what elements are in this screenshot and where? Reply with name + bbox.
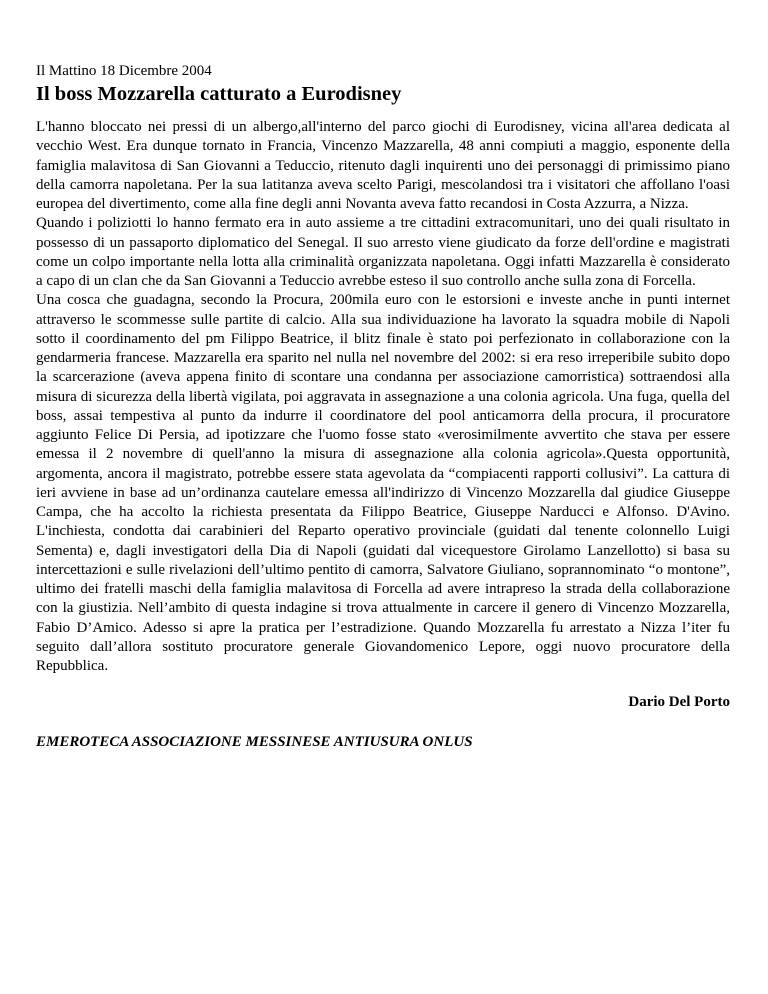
article-body bbox=[36, 118, 730, 676]
archive-footer: EMEROTECA ASSOCIAZIONE MESSINESE ANTIUSURA ONLUS bbox=[36, 734, 473, 751]
article-paragraph-3: Una cosca che guadagna, secondo la Procura, 200mila euro con le estorsioni e investe anche in punti internet attraverso le scommesse sulle partite di calcio. Alla sua individuazione ha lavorato la squadra mobile di Napoli sotto il coordinamento del pm Filippo Beatrice, il blitz finale è stato poi perfezionato in collaborazione con la gendarmeria francese. Mazzarella era sparito nel nulla nel novembre del 2002: si era reso irreperibile subito dopo la scarcerazione (aveva appena finito di scontare una condanna per associazione camorristica) sottraendosi alla misura di sicurezza della libertà vigilata, poi aggravata in assegnazione a una colonia agricola. Una fuga, quella del boss, assai tempestiva al punto da indurre il coordinatore del pool anticamorra della procura, il procuratore aggiunto Felice Di Persia, ad ipotizzare che l'uomo fosse stato «verosimilmente avvertito che stava per essere emessa il 2 novembre di quell'anno la misura di assegnazione alla colonia agricola».Questa opportunità, argomenta, ancora il magistrato, potrebbe essere stata agevolata da “compiacenti rapporti collusivi”. La cattura di ieri avviene in base ad un’ordinanza cautelare emessa all'indirizzo di Vincenzo Mozzarella dal giudice Giuseppe Campa, che ha accolto la richiesta presentata da Filippo Beatrice, Giuseppe Narducci e Alfonso. D'Avino. L'inchiesta, condotta dai carabinieri del Reparto operativo provinciale (guidati dal tenente colonnello Luigi Sementa) e, dagli investigatori della Dia di Napoli (guidati dal vicequestore Girolamo Lanzellotto) si basa su intercettazioni e sulle rivelazioni dell’ultimo pentito di camorra, Salvatore Giuliano, soprannominato “o montone”, ultimo dei fratelli maschi della famiglia malavitosa di Forcella ad avere intrapreso la strada della collaborazione con la giustizia. Nell’ambito di questa indagine si trova attualmente in carcere il genero di Vincenzo Mozzarella, Fabio D’Amico. Adesso si apre la pratica per l’estradizione. Quando Mozzarella fu arrestato a Nizza l’iter fu seguito dall’allora sostituto procuratore generale Giovandomenico Lepore, oggi nuovo procuratore della Repubblica. bbox=[36, 292, 730, 674]
article-author: Dario Del Porto bbox=[628, 694, 730, 711]
source-line: Il Mattino 18 Dicembre 2004 bbox=[36, 63, 212, 79]
article-paragraph-2: Quando i poliziotti lo hanno fermato era in auto assieme a tre cittadini extracomunitari, uno dei quali risultato in possesso di un passaporto diplomatico del Senegal. Il suo arresto viene giudicato da forze dell'ordine e magistrati come un colpo importante nella lotta alla criminalità organizzata napoletana. Oggi infatti Mazzarella è considerato a capo di un clan che da San Giovanni a Teduccio avrebbe esteso il suo controllo anche sulla zona di Forcella. bbox=[36, 215, 730, 289]
article-page bbox=[36, 62, 730, 752]
article-paragraph-1: L'hanno bloccato nei pressi di un albergo,all'interno del parco giochi di Eurodisney, vicina all'area dedicata al vecchio West. Era dunque tornato in Francia, Vincenzo Mazzarella, 48 anni compiuti a maggio, esponente della famiglia malavitosa di San Giovanni a Teduccio, ritenuto dagli inquirenti uno dei personaggi di primissimo piano della camorra napoletana. Per la sua latitanza aveva scelto Parigi, mescolandosi tra i visitatori che affollano l'oasi europea del divertimento, come alla fine degli anni Novanta aveva fatto recandosi in Costa Azzurra, a Nizza. bbox=[36, 119, 730, 212]
article-headline: Il boss Mozzarella catturato a Eurodisney bbox=[36, 83, 402, 105]
